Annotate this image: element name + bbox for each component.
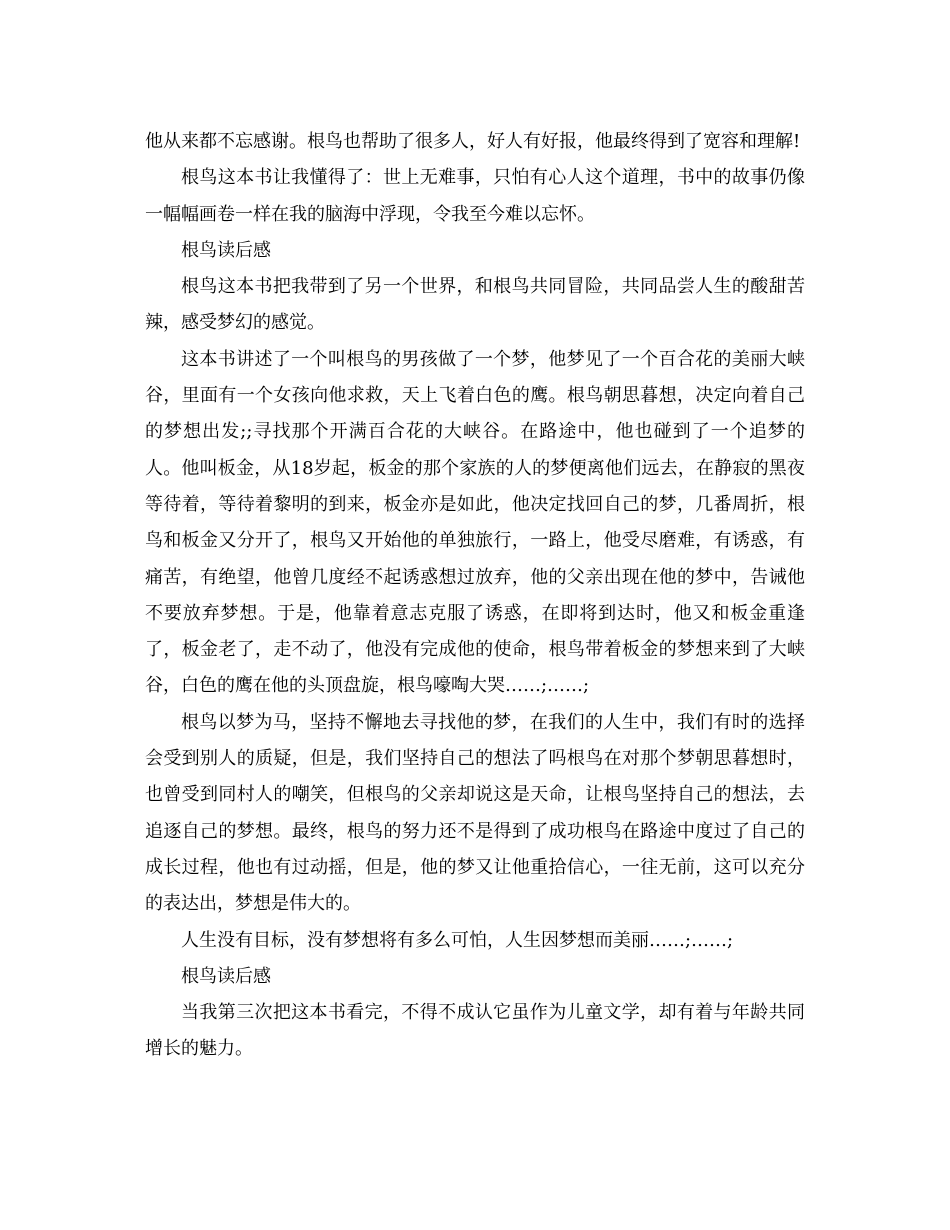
section-heading-1: 根鸟读后感 [181, 239, 271, 261]
paragraph-lesson: 根鸟这本书让我懂得了：世上无难事，只怕有心人这个道理，书中的故事仍像一幅幅画卷一样在我的脑海中浮现，令我至今难以忘怀。 [145, 167, 805, 225]
paragraph-continuation: 他从来都不忘感谢。根鸟也帮助了很多人，好人有好报，他最终得到了宽容和理解! [145, 131, 801, 152]
paragraph-third-reading: 当我第三次把这本书看完，不得不成认它虽作为儿童文学，却有着与年龄共同增长的魅力。 [145, 1002, 805, 1060]
paragraph-reflection: 根鸟以梦为马，坚持不懈地去寻找他的梦，在我们的人生中，我们有时的选择会受到别人的质疑，但是，我们坚持自己的想法了吗根鸟在对那个梦朝思暮想时，也曾受到同村人的嘲笑，但根鸟的父亲却说这是天命，让根鸟坚持自己的想法，去追逐自己的梦想。最终，根鸟的努力还不是得到了成功根鸟在路途中度过了自己的成长过程，他也有过动摇，但是，他的梦又让他重拾信心，一往无前，这可以充分的表达出，梦想是伟大的。 [145, 711, 805, 915]
paragraph-dream: 人生没有目标，没有梦想将有多么可怕，人生因梦想而美丽……;……; [181, 929, 734, 951]
paragraph-story: 这本书讲述了一个叫根鸟的男孩做了一个梦，他梦见了一个百合花的美丽大峡谷，里面有一个女孩向他求救，天上飞着白色的鹰。根鸟朝思暮想，决定向着自己的梦想出发;;寻找那个开满百合花的大峡谷。在路途中，他也碰到了一个追梦的人。他叫板金，从18岁起，板金的那个家族的人的梦便离他们远去，在静寂的黑夜等待着，等待着黎明的到来，板金亦是如此，他决定找回自己的梦，几番周折，根鸟和板金又分开了，根鸟又开始他的单独旅行，一路上，他受尽磨难，有诱惑，有痛苦，有绝望，他曾几度经不起诱惑想过放弃，他的父亲出现在他的梦中，告诫他不要放弃梦想。于是，他靠着意志克服了诱惑，在即将到达时，他又和板金重逢了，板金老了，走不动了，他没有完成他的使命，根鸟带着板金的梦想来到了大峡谷，白色的鹰在他的头顶盘旋，根鸟嚎啕大哭……;……; [145, 348, 805, 697]
section-heading-2: 根鸟读后感 [181, 965, 271, 987]
document-body [145, 124, 805, 1068]
paragraph-intro: 根鸟这本书把我带到了另一个世界，和根鸟共同冒险，共同品尝人生的酸甜苦辣，感受梦幻的感觉。 [145, 276, 805, 334]
